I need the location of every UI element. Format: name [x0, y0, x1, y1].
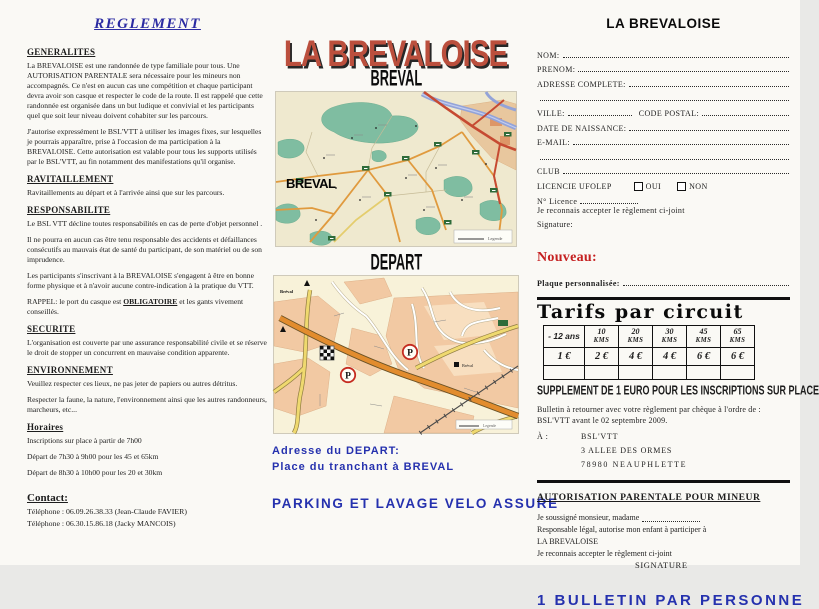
- checkbox-non: [677, 182, 686, 191]
- responsabilite-paragraph-2: Il ne pourra en aucun cas être tenu responsable des accidents et défaillances consécutifs au mauvais état de santé du participant, de son matériel ou de son imprudence.: [27, 235, 262, 265]
- svg-text:P: P: [345, 371, 351, 382]
- autorisation-signature-label: SIGNATURE: [635, 559, 688, 570]
- divider-line: [537, 480, 790, 483]
- dotted-line: [563, 172, 789, 174]
- rappel-text-post: et les gants vivement conseillés.: [27, 297, 244, 317]
- map1-legend-label: Legende: [488, 236, 503, 241]
- dotted-line: [642, 520, 700, 522]
- contact-phone-2: Téléphone : 06.30.15.86.18 (Jacky MANCOIS): [27, 518, 176, 528]
- dotted-line: [568, 114, 632, 116]
- tarifs-km-cell: 45 KMS: [687, 325, 721, 347]
- checkbox-oui: [634, 182, 643, 191]
- field-numero-licence: N° Licence: [537, 191, 790, 206]
- responsabilite-paragraph-1: Le BSL VTT décline toutes responsabilités en cas de perte d'objet personnel .: [27, 219, 263, 229]
- depart-town-map: [273, 275, 519, 434]
- autorisation-line-1: Je soussigné monsieur, madame: [537, 512, 790, 524]
- tarifs-price-cell: 1 €: [544, 347, 585, 365]
- parking-icon: [403, 345, 417, 359]
- one-bulletin-notice: 1 BULLETIN PAR PERSONNE: [537, 591, 805, 609]
- tarifs-header-row: [544, 325, 755, 347]
- dotted-line: [540, 158, 789, 160]
- tarifs-price-row: [544, 347, 755, 365]
- contact-heading: Contact:: [27, 492, 68, 505]
- field-plaque: Plaque personnalisée:: [537, 274, 790, 289]
- field-ville-codepostal: VILLE: CODE POSTAL:: [537, 103, 790, 118]
- divider-line: [537, 297, 790, 300]
- environnement-paragraph-1: Veuillez respecter ces lieux, ne pas jeter de papiers ou autres détritus.: [27, 379, 238, 389]
- tarifs-km-cell: 30 KMS: [653, 325, 687, 347]
- reglement-acceptance-line: Je reconnais accepter le règlement ci-joint: [537, 205, 685, 215]
- dotted-line: [563, 56, 790, 58]
- dotted-line: [629, 85, 789, 87]
- breval-map-label: BREVAL: [370, 67, 422, 92]
- map1-legend-box: [454, 230, 512, 243]
- event-title: LA BREVALOISE: [284, 32, 508, 75]
- securite-paragraph: L'organisation est couverte par une assurance responsabilité civile et se réserve le droit de stopper un concurrent en mauvaise condition apparente.: [27, 338, 267, 358]
- dotted-line: [623, 284, 789, 286]
- depart-map-label: DEPART: [370, 251, 422, 276]
- registration-column: [537, 8, 819, 609]
- autorisation-line-3: LA BREVALOISE: [537, 536, 598, 546]
- ravitaillement-paragraph: Ravitaillements au départ et à l'arrivée ainsi que sur les parcours.: [27, 188, 225, 198]
- field-email-line-2: [537, 147, 790, 162]
- horaires-line-3: Départ de 8h30 à 10h00 pour les 20 et 30km: [27, 468, 163, 478]
- nouveau-heading: Nouveau:: [537, 249, 597, 265]
- dotted-line: [629, 129, 789, 131]
- depart-address-line-2: Place du tranchant à BREVAL: [272, 460, 455, 473]
- field-adresse: ADRESSE COMPLETE:: [537, 74, 790, 89]
- return-instructions: Bulletin à retourner avec votre règlement par chèque à l'ordre de : BSL'VTT avant le 02 septembre 2009.: [537, 404, 761, 426]
- section-ravitaillement-heading: RAVITAILLEMENT: [27, 174, 114, 185]
- tarifs-price-cell: 2 €: [585, 347, 619, 365]
- map-label-breval: BREVAL: [286, 176, 336, 191]
- horaires-line-1: Inscriptions sur place à partir de 7h00: [27, 436, 142, 446]
- tarifs-price-cell: 4 €: [619, 347, 653, 365]
- tarifs-km-cell: 20 KMS: [619, 325, 653, 347]
- return-address-row-3: 78980 NEAUPHLETTE: [581, 459, 688, 469]
- depart-address-block: [272, 444, 559, 513]
- generalites-paragraph-1: La BREVALOISE est une randonnée de type familiale pour tous. Une AUTORISATION PARENTALE sera nécessaire pour les mineurs non accompagnés. Ce n'est en aucun cas une compétition et chaque participant devra avoir son casque et respecter le code de la route. Il est rappelé que cette randonnée est organisée dans un but ludique et convivial et les participants quel que soit leur niveau doivent cohabiter sur les parcours.: [27, 61, 263, 121]
- environnement-paragraph-2: Respecter la faune, la nature, l'environnement ainsi que les autres randonneurs, marcheurs, etc...: [27, 395, 267, 415]
- reglement-column: [27, 4, 268, 529]
- tarifs-price-cell: 6 €: [721, 347, 755, 365]
- tarifs-table: [543, 325, 755, 380]
- field-prenom: PRENOM:: [537, 60, 790, 75]
- return-address-row-2: 3 ALLEE DES ORMES: [581, 445, 673, 455]
- supplement-notice: SUPPLEMENT DE 1 EURO POUR LES INSCRIPTIONS SUR PLACE: [537, 384, 819, 399]
- dotted-line: [702, 114, 789, 116]
- map2-town-label-2: Bréval: [462, 363, 474, 368]
- horaires-line-2: Départ de 7h30 à 9h00 pour les 45 et 65km: [27, 452, 159, 462]
- rappel-obligatoire: OBLIGATOIRE: [123, 297, 178, 307]
- tarifs-empty-row: [544, 365, 755, 379]
- section-securite-heading: SECURITE: [27, 324, 76, 335]
- tarifs-km-cell: 65 KMS: [721, 325, 755, 347]
- depart-address-line-1: Adresse du DEPART:: [272, 445, 400, 457]
- generalites-paragraph-2: J'autorise expressément le BSL'VTT à utiliser les images fixes, sur lesquelles je pourrais apparaître, prise à l'occasion de ma participation à la BREVALOISE. Cette autorisation est valable pour tous les supports utilisés par le BSL'VTT, au fin notamment des manifestations qu'il organise.: [27, 127, 262, 167]
- tarifs-age-cell: - 12 ans: [544, 325, 585, 347]
- rappel-text-pre: RAPPEL: le port du casque est: [27, 297, 124, 307]
- breval-region-map: [275, 91, 517, 247]
- field-adresse-line-2: [537, 89, 790, 104]
- dotted-line: [578, 70, 789, 72]
- map2-legend-label: Legende: [483, 424, 497, 428]
- field-date-naissance: DATE DE NAISSANCE:: [537, 118, 790, 133]
- contact-phone-1: Téléphone : 06.09.26.38.33 (Jean-Claude FAVIER): [27, 507, 187, 517]
- map2-legend-box: [456, 420, 512, 429]
- parking-icon: [341, 368, 355, 382]
- tarifs-price-cell: 6 €: [687, 347, 721, 365]
- autorisation-line-4: Je reconnais accepter le règlement ci-joint: [537, 548, 672, 558]
- rappel-paragraph: [27, 297, 268, 317]
- field-licencie-ufolep: LICENCIE UFOLEP OUI NON: [537, 181, 708, 191]
- autorisation-heading: AUTORISATION PARENTALE POUR MINEUR: [537, 491, 761, 503]
- field-email: E-MAIL:: [537, 133, 790, 148]
- tarifs-title: Tarifs par circuit: [537, 300, 744, 323]
- parking-notice: PARKING ET LAVAGE VELO ASSURE: [272, 495, 559, 511]
- dotted-line: [573, 143, 789, 145]
- map2-town-label: Bréval: [280, 289, 294, 294]
- tarifs-price-cell: 4 €: [653, 347, 687, 365]
- svg-text:P: P: [407, 348, 413, 359]
- dotted-line: [580, 202, 638, 204]
- field-club: CLUB: [537, 162, 790, 177]
- tarifs-km-cell: 10 KMS: [585, 325, 619, 347]
- section-horaires-heading: Horaires: [27, 422, 64, 433]
- start-flag-icon: [320, 346, 334, 360]
- section-environnement-heading: ENVIRONNEMENT: [27, 365, 113, 376]
- return-address-row-1: À : BSL'VTT: [537, 431, 619, 441]
- dotted-line: [540, 99, 789, 101]
- autorisation-line-2: Responsable légal, autorise mon enfant à participer à: [537, 524, 707, 534]
- field-nom: NOM:: [537, 45, 790, 60]
- responsabilite-paragraph-3: Les participants s'inscrivant à la BREVALOISE s'engagent à être en bonne forme physique et à n'avoir aucune contre-indication à la pratique du VTT.: [27, 271, 254, 291]
- section-generalites-heading: GENERALITES: [27, 47, 96, 57]
- form-title: LA BREVALOISE: [606, 16, 721, 31]
- reglement-title: REGLEMENT: [94, 16, 201, 32]
- section-responsabilite-heading: RESPONSABILITE: [27, 205, 111, 216]
- signature-line: Signature:: [537, 219, 573, 229]
